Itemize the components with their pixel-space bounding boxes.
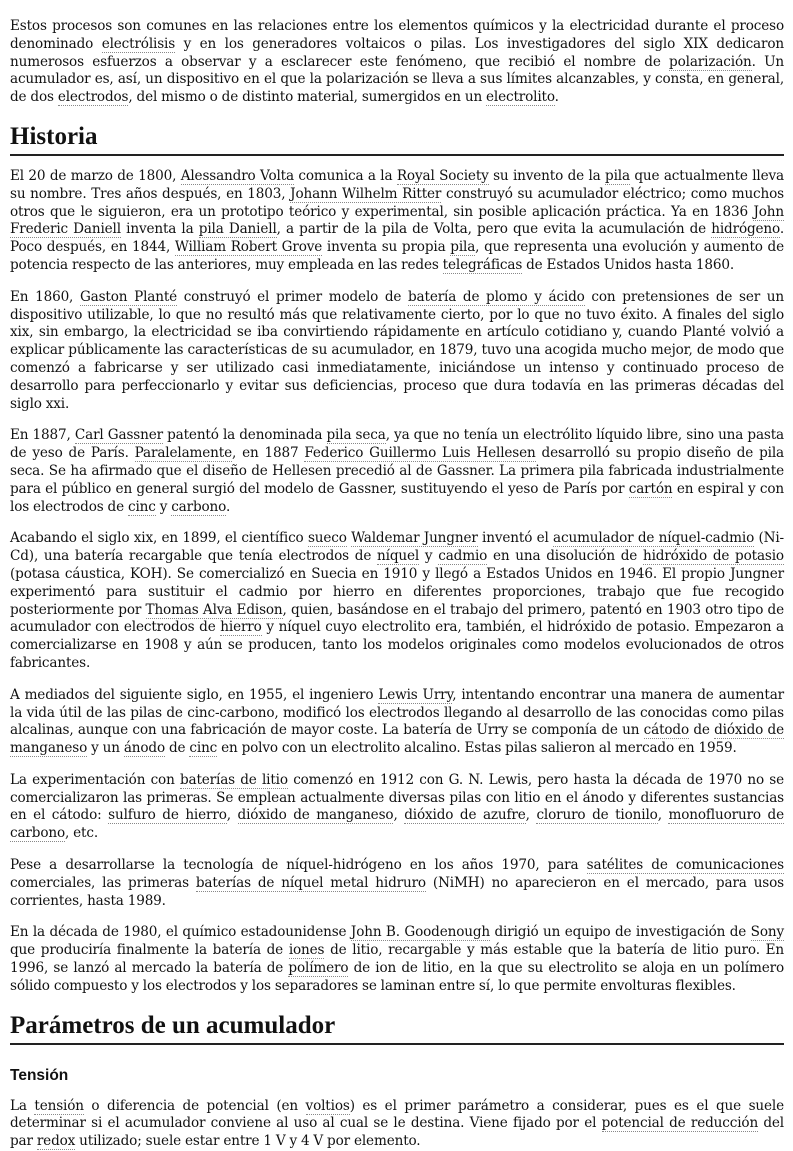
wiki-link[interactable]: polarización [669,53,752,70]
text-run: y [155,498,172,515]
text-run: La [10,1097,35,1114]
text-run: inventó el [477,530,554,547]
text-run: que actualmente lleva su nombre. Tres años después, en 1803, [10,167,784,202]
text-run: y [419,548,439,565]
historia-paragraph [10,772,784,843]
wiki-link[interactable]: William Robert Grove [174,239,323,256]
text-run: , a partir de la pila de Volta, pero que evita la acumulación de [276,221,712,238]
wiki-link[interactable]: sulfuro de hierro [108,807,227,824]
text-run: A mediados del siguiente siglo, en 1955, el ingeniero [10,686,379,703]
text-run: , ya que no tenía un electrólito líquido libre, sino una pasta de yeso de París. [10,427,784,462]
text-run: comerciales, las primeras [10,874,196,891]
text-run: en espiral y con los electrodos de [10,480,784,515]
text-run: y un [87,740,124,757]
text-run: de Estados Unidos hasta 1860. [522,256,735,273]
wiki-link[interactable]: redox [36,1133,76,1150]
wiki-link[interactable]: Thomas Alva Edison [145,601,283,618]
wiki-link[interactable]: voltios [305,1097,350,1114]
wiki-link[interactable]: monofluoruro de carbono [10,807,784,842]
text-run: construyó el primer modelo de [177,288,408,305]
wiki-link[interactable]: baterías de litio [179,771,288,788]
text-run: que produciría finalmente la batería de [10,942,289,959]
wiki-link[interactable]: cartón [628,480,673,497]
text-run: con pretensiones de ser un dispositivo utilizable, lo que no resultó más que relativamente cierto, por lo que no tuvo éxito. A finales del siglo xix, sin embargo, la electricidad se iba convirtiendo rápidamente en artículo cotidiano y, cuando Planté volvió a explicar públicamente las características de su acumulador, en 1879, tuvo una acogida mucho mejor, de modo que comenzó a fabricarse y ser utilizado casi inmediatamente, iniciándose un intenso y continuado proceso de desarrollo para perfeccionarlo y evitar sus deficiencias, proceso que dura todavía en las primeras décadas del siglo xxi. [10,288,784,412]
text-run: . [554,89,559,106]
section-heading-parametros: Parámetros de un acumulador [10,1010,784,1045]
text-run: (Ni-Cd), una batería recargable que tenía electrodos de [10,530,785,565]
wiki-link[interactable]: cátodo [643,722,690,739]
section-heading-historia: Historia [10,121,784,156]
historia-paragraph [10,857,784,910]
wiki-link[interactable]: carbono [171,498,226,515]
wiki-link[interactable]: satélites de comunicaciones [586,857,784,874]
wiki-link[interactable]: cadmio [438,548,488,565]
text-run: patentó la denominada [162,427,327,444]
text-run: inventa su propia [322,239,451,256]
wiki-link[interactable]: pila seca [326,427,386,444]
wiki-link[interactable]: cinc [189,740,218,757]
historia-paragraph [10,289,784,414]
wiki-link[interactable]: dióxido de manganeso [10,722,784,757]
wiki-link[interactable]: Carl Gassner [74,427,163,444]
wiki-link[interactable]: Royal Society [396,167,489,184]
text-run: su invento de la [488,167,606,184]
text-run: , [525,807,537,824]
text-run: (potasa cáustica, KOH). Se comercializó en Suecia en 1910 y llegó a Estados Unidos en 1946. El propio Jungner experimentó para sustituir el cadmio por hierro en diferentes proporciones, trabajo que fue recogido posteriormente por [10,565,784,618]
text-run: , [657,807,669,824]
wiki-link[interactable]: potencial de reducción [601,1115,759,1132]
text-run: En 1887, [10,427,75,444]
wiki-link[interactable]: John Frederic Daniell [10,203,784,238]
text-run: . Poco después, en 1844, [10,221,785,256]
wiki-link[interactable]: hierro [220,619,262,636]
wiki-link[interactable]: Alessandro Volta [180,167,294,184]
historia-paragraph [10,924,784,995]
text-run: , intentando encontrar una manera de aumentar la vida útil de las pilas de cinc-carbono, modificó los electrodos llegando al desarrollo de las conocidas como pilas alcalinas, aunque con una fabricación de mayor coste. La batería de Urry se componía de un [10,686,785,739]
wiki-link[interactable]: Waldemar Jungner [351,530,478,547]
wiki-link[interactable]: polímero [288,960,349,977]
text-run: en polvo con un electrolito alcalino. Estas pilas salieron al mercado en 1959. [217,740,737,757]
wiki-link[interactable]: John B. Goodenough [350,924,491,941]
historia-paragraph [10,687,784,758]
wiki-link[interactable]: hidrógeno [711,221,780,238]
text-run: Pese a desarrollarse la tecnología de níquel-hidrógeno en los años 1970, para [10,857,587,874]
text-run: , [226,807,238,824]
wiki-link[interactable]: electrólisis [101,35,176,52]
tension-paragraph [10,1098,784,1151]
wiki-link[interactable]: Johann Wilhelm Ritter [290,185,442,202]
text-run: dirigió un equipo de investigación de [490,924,751,941]
historia-paragraph [10,530,784,672]
text-run: inventa la [120,221,199,238]
wiki-link[interactable]: Sony [750,924,785,941]
historia-paragraph [10,427,784,516]
text-run: , [393,807,405,824]
intro-paragraph [10,18,784,107]
text-run: , en 1887 [232,445,305,462]
text-run: El 20 de marzo de 1800, [10,167,181,184]
wiki-link[interactable]: hidróxido de potasio [642,548,784,565]
text-run: y en los generadores voltaicos o pilas. Los investigadores del siglo XIX dedicaron numerosos esfuerzos a observar y a esclarecer este fenómeno, que recibió el nombre de [10,35,785,70]
text-run: o diferencia de potencial (en [83,1097,306,1114]
text-run: , que representa una evolución y aumento de potencia respecto de las anteriores, muy empleada en las redes [10,239,784,273]
wiki-link[interactable]: electrolito [486,89,555,106]
text-run: En la década de 1980, el químico estadounidense [10,924,351,941]
wiki-link[interactable]: pila Daniell [198,221,277,238]
text-run: Estos procesos son comunes en las relaciones entre los elementos químicos y la electricidad durante el proceso denominado [10,18,784,52]
wiki-link[interactable]: cinc [127,498,156,515]
text-run: de ion de litio, en la que su electrolito se aloja en un polímero sólido compuesto y los electrodos y los separadores se laminan entre sí, lo que permite envolturas flexibles. [10,960,784,994]
wiki-link[interactable]: ánodo [123,740,166,757]
text-run: . [225,498,231,515]
text-run: comunica a la [293,167,397,184]
wiki-link[interactable]: dióxido de azufre [404,807,526,824]
text-run: En 1860, [10,288,80,305]
wiki-link[interactable]: pila [450,239,476,256]
text-run: utilizado; suele estar entre 1 V y 4 V por elemento. [75,1133,421,1150]
wiki-link[interactable]: dióxido de manganeso [237,807,394,824]
wiki-link[interactable]: telegráficas [442,256,523,273]
text-run: comenzó en 1912 con G. N. Lewis, pero hasta la década de 1970 no se comercializaron las primeras. Se emplean actualmente diversas pilas con litio en el ánodo y diferentes sustancias en el cátodo: [10,771,784,824]
wiki-link[interactable]: Gaston Planté [79,288,178,305]
text-run: . Un acumulador es, así, un dispositivo en el que la polarización se lleva a sus límites alcanzables, y consta, en general, de dos [10,53,784,106]
wiki-link[interactable]: batería de plomo y ácido [408,288,585,305]
wiki-link[interactable]: Lewis Urry [378,686,453,703]
text-run: en una disolución de [487,548,643,565]
text-run: del par [10,1115,784,1150]
text-run: de litio, recargable y más estable que la batería de litio puro. En 1996, se lanzó al mercado la batería de [10,942,784,977]
historia-paragraph [10,168,784,275]
text-run: y níquel cuyo electrolito era, también, el hidróxido de potasio. Empezaron a comercializarse en 1908 y aún se producen, tanto los modelos originales como modelos evolucionados de otros fabricantes. [10,619,784,671]
text-run: construyó su acumulador eléctrico; como muchos otros que le siguieron, era un prototipo teórico y experimental, sin posible aplicación práctica. Ya en 1836 [10,185,784,220]
wiki-link[interactable]: Paralelamente [134,445,232,462]
text-run: Acabando el siglo xix, en 1899, el científico [10,530,308,547]
wiki-link[interactable]: níquel [377,548,420,565]
wiki-link[interactable]: baterías de níquel metal hidruro [195,874,426,891]
text-run: , quien, basándose en el trabajo del primero, patentó en 1903 otro tipo de acumulador con electrodos de [10,601,784,636]
wiki-link[interactable]: Federico Guillermo Luis Hellesen [304,445,536,462]
wiki-link[interactable]: sueco [307,530,347,547]
text-run: La experimentación con [10,771,180,788]
text-run: desarrolló su propio diseño de pila seca. Se ha afirmado que el diseño de Hellesen precedió al de Gassner. La primera pila fabricada industrialmente para el público en general surgió del modelo de Gassner, sustituyendo el yeso de París por [10,445,784,497]
wiki-link[interactable]: acumulador de níquel-cadmio [553,530,755,547]
wiki-link[interactable]: iones [288,942,325,959]
text-run: (NiMH) no aparecieron en el mercado, para usos corrientes, hasta 1989. [10,874,784,909]
subsection-heading-tension: Tensión [10,1066,69,1084]
wiki-link[interactable]: electrodos [57,89,129,106]
wiki-link[interactable]: pila [605,167,630,184]
text-run: ) es el primer parámetro a considerar, pues es el que suele determinar si el acumulador conviene al uso al cual se le destina. Viene fijado por el [10,1097,784,1132]
wiki-link[interactable]: cloruro de tionilo [536,807,658,824]
text-run: , etc. [65,825,98,842]
text-run: de [165,740,190,757]
text-run: de [689,722,715,739]
wiki-link[interactable]: tensión [34,1097,84,1114]
article-body [10,18,784,1151]
text-run: , del mismo o de distinto material, sumergidos en un [128,89,487,106]
